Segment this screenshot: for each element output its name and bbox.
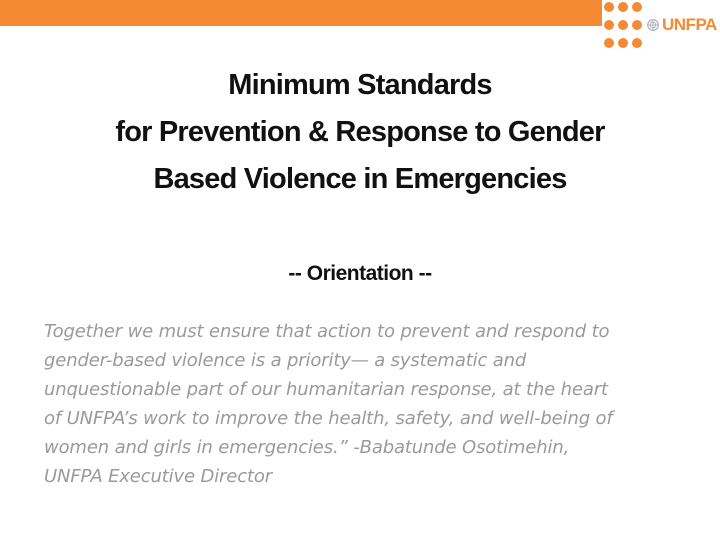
un-emblem-icon xyxy=(647,19,659,31)
unfpa-logo xyxy=(602,0,720,58)
logo-dot xyxy=(618,2,628,12)
logo-dot xyxy=(604,2,614,12)
title-line: Based Violence in Emergencies xyxy=(153,163,567,195)
logo-dot xyxy=(632,20,642,30)
title-line: for Prevention & Response to Gender xyxy=(115,116,605,148)
logo-dot xyxy=(618,20,628,30)
quote-line: Together we must ensure that action to prevent and respond to xyxy=(44,321,610,342)
logo-dot xyxy=(632,38,642,48)
title-line: Minimum Standards xyxy=(228,69,492,101)
quote-line: gender-based violence is a priority— a systematic and xyxy=(44,350,527,371)
logo-dot xyxy=(632,2,642,12)
quote-line: unquestionable part of our humanitarian response, at the heart xyxy=(44,379,608,400)
logo-text: UNFPA xyxy=(662,15,717,34)
slide-subtitle: -- Orientation -- xyxy=(288,262,432,285)
quote-line: UNFPA Executive Director xyxy=(44,466,273,487)
logo-dot xyxy=(604,38,614,48)
quote-line: of UNFPA’s work to improve the health, safety, and well-being of xyxy=(44,408,613,429)
logo-dot xyxy=(604,20,614,30)
quote-block xyxy=(44,317,694,491)
quote-line: women and girls in emergencies.” -Babatunde Osotimehin, xyxy=(44,437,570,458)
slide-title xyxy=(20,62,700,203)
logo-dot xyxy=(618,38,628,48)
